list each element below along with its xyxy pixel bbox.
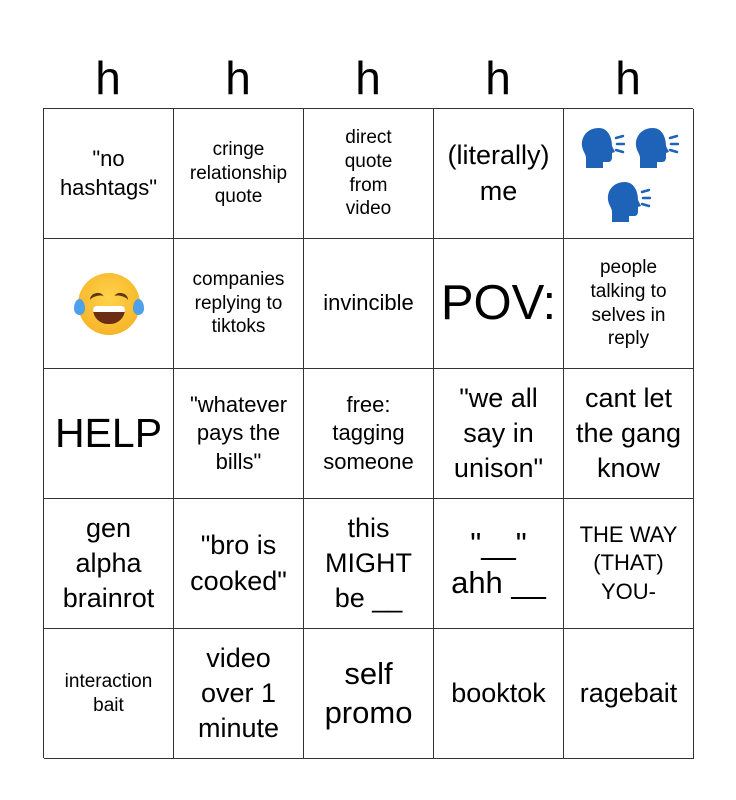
speaking-head-icon	[569, 114, 689, 234]
speaking-head-icon	[603, 178, 651, 226]
bingo-cell[interactable]: "whatever pays the bills"	[174, 369, 304, 499]
bingo-header	[43, 48, 693, 108]
bingo-cell[interactable]: "bro is cooked"	[174, 499, 304, 629]
header-letter: h	[615, 52, 641, 104]
bingo-cell[interactable]: ragebait	[564, 629, 694, 759]
face-with-tears-of-joy-icon	[78, 273, 140, 335]
bingo-cell[interactable]: self promo	[304, 629, 434, 759]
bingo-cell[interactable]: people talking to selves in reply	[564, 239, 694, 369]
header-letter: h	[95, 52, 121, 104]
bingo-cell[interactable]	[564, 109, 694, 239]
bingo-cell[interactable]: HELP	[44, 369, 174, 499]
bingo-cell[interactable]: THE WAY (THAT) YOU-	[564, 499, 694, 629]
bingo-cell[interactable]: video over 1 minute	[174, 629, 304, 759]
bingo-cell[interactable]: this MIGHT be __	[304, 499, 434, 629]
bingo-cell[interactable]: companies replying to tiktoks	[174, 239, 304, 369]
speaking-head-icon	[577, 124, 625, 172]
bingo-cell[interactable]: direct quote from video	[304, 109, 434, 239]
bingo-cell[interactable]: cant let the gang know	[564, 369, 694, 499]
bingo-cell[interactable]: POV:	[434, 239, 564, 369]
bingo-cell[interactable]: "we all say in unison"	[434, 369, 564, 499]
bingo-cell[interactable]	[44, 239, 174, 369]
bingo-cell[interactable]: gen alpha brainrot	[44, 499, 174, 629]
header-letter: h	[225, 52, 251, 104]
header-letter: h	[355, 52, 381, 104]
bingo-cell[interactable]: booktok	[434, 629, 564, 759]
bingo-cell[interactable]: cringe relationship quote	[174, 109, 304, 239]
bingo-cell[interactable]: (literally) me	[434, 109, 564, 239]
bingo-cell[interactable]: interaction bait	[44, 629, 174, 759]
bingo-cell[interactable]: invincible	[304, 239, 434, 369]
bingo-board	[43, 108, 693, 758]
header-letter: h	[485, 52, 511, 104]
bingo-cell[interactable]: "no hashtags"	[44, 109, 174, 239]
speaking-head-icon	[631, 124, 679, 172]
bingo-cell[interactable]: free: tagging someone	[304, 369, 434, 499]
bingo-cell[interactable]: "__" ahh __	[434, 499, 564, 629]
